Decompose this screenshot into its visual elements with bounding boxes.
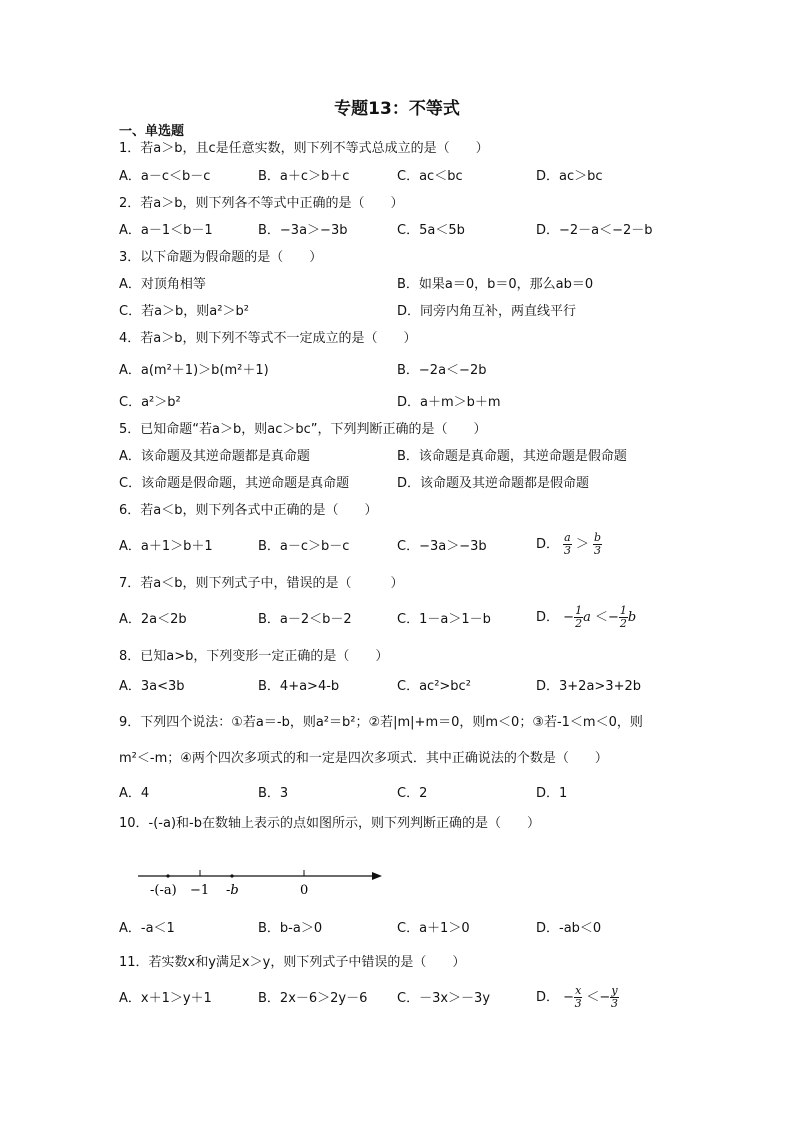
question-3-stem: 3．以下命题为假命题的是（ ） bbox=[119, 250, 323, 265]
q3-option-c: C．若a＞b，则a²＞b² bbox=[119, 304, 249, 319]
fraction: $\frac{1}{2}$ bbox=[619, 604, 627, 630]
q11-option-d: D． − $\frac{x}{3}$ ＜− $\frac{y}{3}$ bbox=[536, 984, 618, 1010]
q11-option-d-label: D． bbox=[536, 990, 560, 1005]
q11-option-b: B．2x－6＞2y－6 bbox=[258, 991, 368, 1006]
arrow-head-icon bbox=[372, 872, 382, 880]
q3-option-d: D．同旁内角互补，两直线平行 bbox=[397, 304, 577, 319]
q2-option-d: D．−2－a＜−2－b bbox=[536, 223, 653, 238]
q7-option-c: C．1－a＞1－b bbox=[397, 612, 491, 627]
q1-option-a: A．a－c＜b－c bbox=[119, 169, 211, 184]
point-neg-b bbox=[230, 874, 233, 877]
point-neg-neg-a bbox=[166, 874, 169, 877]
q9-option-c: C．2 bbox=[397, 786, 428, 801]
question-9-stem-line2: m²＜-m；④两个四次多项式的和一定是四次多项式．其中正确说法的个数是（ ） bbox=[119, 751, 608, 766]
question-8-stem: 8．已知a>b，下列变形一定正确的是（ ） bbox=[119, 649, 389, 664]
q6-option-c: C．−3a＞−3b bbox=[397, 539, 487, 554]
question-1-stem: 1．若a＞b，且c是任意实数，则下列不等式总成立的是（ ） bbox=[119, 141, 489, 156]
q4-option-a: A．a(m²＋1)＞b(m²＋1) bbox=[119, 363, 269, 378]
q2-option-a: A．a－1＜b－1 bbox=[119, 223, 213, 238]
q10-option-d: D．-ab＜0 bbox=[536, 921, 602, 936]
q5-option-d: D．该命题及其逆命题都是假命题 bbox=[397, 476, 590, 491]
fraction: $\frac{y}{3}$ bbox=[610, 984, 618, 1010]
q8-option-a: A．3a<3b bbox=[119, 679, 185, 694]
q3-option-b: B．如果a＝0，b＝0，那么ab＝0 bbox=[397, 277, 594, 292]
q9-option-d: D．1 bbox=[536, 786, 568, 801]
q7-option-d: D． − $\frac{1}{2}$ a ＜− $\frac{1}{2}$ b bbox=[536, 604, 637, 630]
q4-option-c: C．a²＞b² bbox=[119, 395, 181, 410]
q6-option-b: B．a－c＞b－c bbox=[258, 539, 350, 554]
page-title: 专题13：不等式 bbox=[334, 99, 460, 119]
q10-option-c: C．a＋1＞0 bbox=[397, 921, 470, 936]
q7-option-b: B．a－2＜b－2 bbox=[258, 612, 352, 627]
q6-option-d: D． $\frac{a}{3}$ ＞ $\frac{b}{3}$ bbox=[536, 531, 602, 557]
q1-option-c: C．ac＜bc bbox=[397, 169, 463, 184]
question-9-stem-line1: 9．下列四个说法：①若a＝-b，则a²＝b²；②若|m|+m＝0，则m＜0；③若-1＜m＜0，则 bbox=[119, 715, 643, 730]
question-5-stem: 5．已知命题“若a＞b，则ac＞bc”，下列判断正确的是（ ） bbox=[119, 422, 487, 437]
question-2-stem: 2．若a＞b，则下列各不等式中正确的是（ ） bbox=[119, 196, 404, 211]
q10-option-b: B．b-a＞0 bbox=[258, 921, 323, 936]
label-zero: 0 bbox=[300, 883, 309, 898]
q6-option-d-label: D． bbox=[536, 537, 560, 552]
q10-option-a: A．-a＜1 bbox=[119, 921, 175, 936]
q7-option-d-label: D． bbox=[536, 610, 560, 625]
question-10-stem: 10．-(-a)和-b在数轴上表示的点如图所示，则下列判断正确的是（ ） bbox=[119, 816, 540, 831]
fraction: $\frac{a}{3}$ bbox=[563, 531, 571, 557]
q1-option-b: B．a＋c＞b＋c bbox=[258, 169, 350, 184]
q4-option-b: B．−2a＜−2b bbox=[397, 363, 487, 378]
fraction: $\frac{1}{2}$ bbox=[575, 604, 583, 630]
q8-option-c: C．ac²>bc² bbox=[397, 679, 471, 694]
fraction: $\frac{x}{3}$ bbox=[574, 984, 582, 1010]
q11-option-a: A．x＋1＞y＋1 bbox=[119, 991, 212, 1006]
q2-option-b: B．−3a＞−3b bbox=[258, 223, 348, 238]
question-7-stem: 7．若a＜b，则下列式子中，错误的是（ ） bbox=[119, 576, 404, 591]
q11-option-c: C．－3x＞－3y bbox=[397, 991, 491, 1006]
q5-option-c: C．该命题是假命题，其逆命题是真命题 bbox=[119, 476, 350, 491]
label-neg-neg-a: -(-a) bbox=[150, 883, 177, 898]
q2-option-c: C．5a＜5b bbox=[397, 223, 465, 238]
label-minus-1: −1 bbox=[190, 883, 210, 898]
q8-option-d: D．3+2a>3+2b bbox=[536, 679, 641, 694]
q9-option-b: B．3 bbox=[258, 786, 289, 801]
question-11-stem: 11．若实数x和y满足x＞y，则下列式子中错误的是（ ） bbox=[119, 955, 466, 970]
q5-option-a: A．该命题及其逆命题都是真命题 bbox=[119, 449, 310, 464]
q4-option-d: D．a＋m＞b＋m bbox=[397, 395, 501, 410]
question-6-stem: 6．若a＜b，则下列各式中正确的是（ ） bbox=[119, 503, 378, 518]
q5-option-b: B．该命题是真命题，其逆命题是假命题 bbox=[397, 449, 627, 464]
fraction: $\frac{b}{3}$ bbox=[594, 531, 602, 557]
q6-option-a: A．a＋1＞b＋1 bbox=[119, 539, 213, 554]
q3-option-a: A．对顶角相等 bbox=[119, 277, 206, 292]
q1-option-d: D．ac＞bc bbox=[536, 169, 603, 184]
question-4-stem: 4．若a＞b，则下列不等式不一定成立的是（ ） bbox=[119, 331, 417, 346]
q9-option-a: A．4 bbox=[119, 786, 150, 801]
q7-option-a: A．2a＜2b bbox=[119, 612, 187, 627]
q8-option-b: B．4+a>4-b bbox=[258, 679, 340, 694]
label-neg-b: -b bbox=[226, 883, 239, 898]
number-line-figure bbox=[130, 860, 390, 900]
section-heading: 一、单选题 bbox=[119, 124, 185, 139]
